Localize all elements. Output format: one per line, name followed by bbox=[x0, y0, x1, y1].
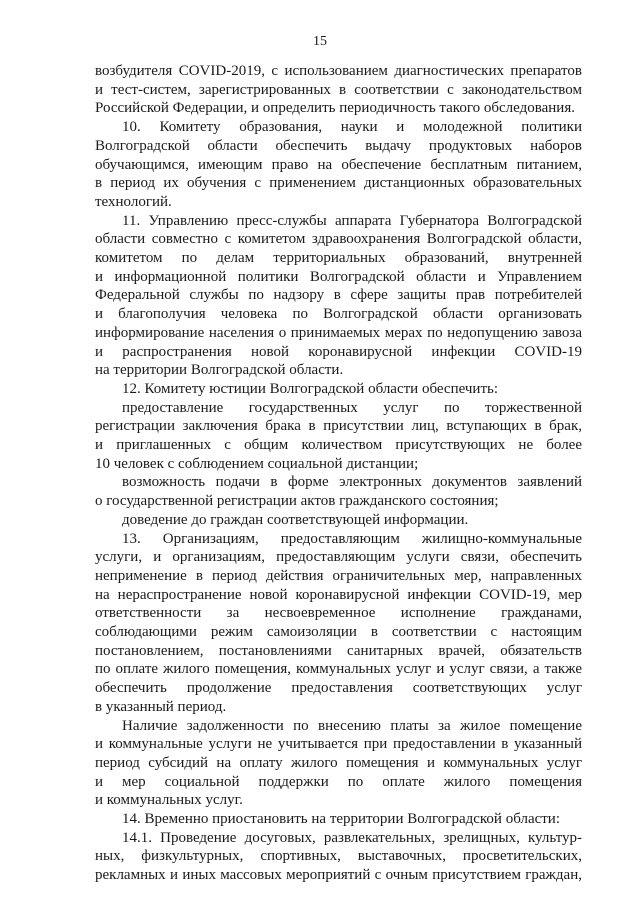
text-line: комитетом по делам территориальных образований, внутренней bbox=[95, 250, 582, 266]
text-line: возбудителя COVID-2019, с использованием диагностических препаратов bbox=[95, 63, 582, 79]
text-line: и коммунальные услуги не учитывается при предоставлении в указанный bbox=[95, 736, 582, 753]
text-line: постановлением, постановлениями санитарных врачей, обязательств bbox=[95, 642, 582, 659]
text-line: 10. Комитету образования, науки и молодежной политики bbox=[122, 119, 582, 136]
text-line: предоставление государственных услуг по торжественной bbox=[122, 399, 582, 416]
text-line: технологий. bbox=[95, 193, 172, 210]
text-line: в указанный период. bbox=[95, 698, 227, 715]
text-line: соблюдающими режим самоизоляции в соответствии с настоящим bbox=[95, 624, 582, 640]
text-line: период субсидий на оплату жилого помещения и коммунальных услуг bbox=[95, 754, 582, 771]
text-line: 11. Управлению пресс-службы аппарата Губернатора Волгоградской bbox=[122, 212, 582, 229]
text-line: и мер социальной поддержки по оплате жилого помещения bbox=[95, 773, 582, 790]
text-line: по оплате жилого помещения, коммунальных услуг и услуг связи, а также bbox=[95, 661, 582, 678]
text-line: Наличие задолженности по внесению платы за жилое помещение bbox=[122, 717, 582, 734]
text-line: ных, физкультурных, спортивных, выставочных, просветительских, bbox=[95, 848, 582, 865]
text-line: на нераспространение новой коронавирусной инфекции COVID-19, мер bbox=[95, 586, 582, 603]
text-line: неприменение в период действия ограничительных мер, направленных bbox=[95, 567, 582, 584]
text-line: 14.1. Проведение досуговых, развлекательных, зрелищных, культур- bbox=[122, 829, 582, 846]
text-line: 14. Временно приостановить на территории Волгоградской области: bbox=[122, 811, 561, 827]
text-line: 13. Организациям, предоставляющим жилищно-коммунальные bbox=[122, 530, 582, 547]
text-line: и коммунальных услуг. bbox=[95, 792, 243, 809]
page-number: 15 bbox=[313, 34, 327, 49]
text-line: и информационной политики Волгоградской области и Управлением bbox=[95, 268, 582, 285]
text-line: и благополучия человека по Волгоградской области организовать bbox=[95, 306, 582, 323]
text-line: Волгоградской области обеспечить выдачу продуктовых наборов bbox=[95, 137, 582, 154]
text-line: рекламных и иных массовых мероприятий с очным присутствием граждан, bbox=[95, 867, 582, 884]
text-line: и распространения новой коронавирусной инфекции COVID-19 bbox=[95, 343, 582, 360]
text-line: обеспечить продолжение предоставления соответствующих услуг bbox=[95, 680, 582, 697]
text-line: доведение до граждан соответствующей информации. bbox=[122, 511, 469, 528]
text-line: регистрации заключения брака в присутствии лиц, вступающих в брак, bbox=[95, 418, 582, 435]
text-line: услуги, и организациям, предоставляющим услуги связи, обеспечить bbox=[95, 549, 582, 566]
text-line: возможность подачи в форме электронных документов заявлений bbox=[122, 474, 582, 491]
text-line: и приглашенных с общим количеством присутствующих не более bbox=[95, 437, 582, 453]
text-line: обучающимся, имеющим право на обеспечение бесплатным питанием, bbox=[95, 156, 582, 173]
text-line: Федеральной службы по надзору в сфере защиты прав потребителей bbox=[95, 287, 582, 304]
text-line: 12. Комитету юстиции Волгоградской области обеспечить: bbox=[122, 380, 499, 397]
text-line: ответственности за несвоевременное исполнение гражданами, bbox=[95, 605, 582, 622]
text-line: и тест-систем, зарегистрированных в соответствии с законодательством bbox=[95, 81, 582, 98]
text-line: о государственной регистрации актов гражданского состояния; bbox=[95, 493, 499, 510]
text-line: в период их обучения с применением дистанционных образовательных bbox=[95, 175, 582, 192]
text-line: области совместно с комитетом здравоохранения Волгоградской области, bbox=[95, 231, 582, 248]
text-line: Российской Федерации, и определить периодичность такого обследования. bbox=[95, 100, 575, 117]
text-line: на территории Волгоградской области. bbox=[95, 362, 344, 379]
text-line: информирование населения о принимаемых мерах по недопущению завоза bbox=[95, 324, 582, 341]
text-line: 10 человек с соблюдением социальной дистанции; bbox=[95, 455, 419, 472]
